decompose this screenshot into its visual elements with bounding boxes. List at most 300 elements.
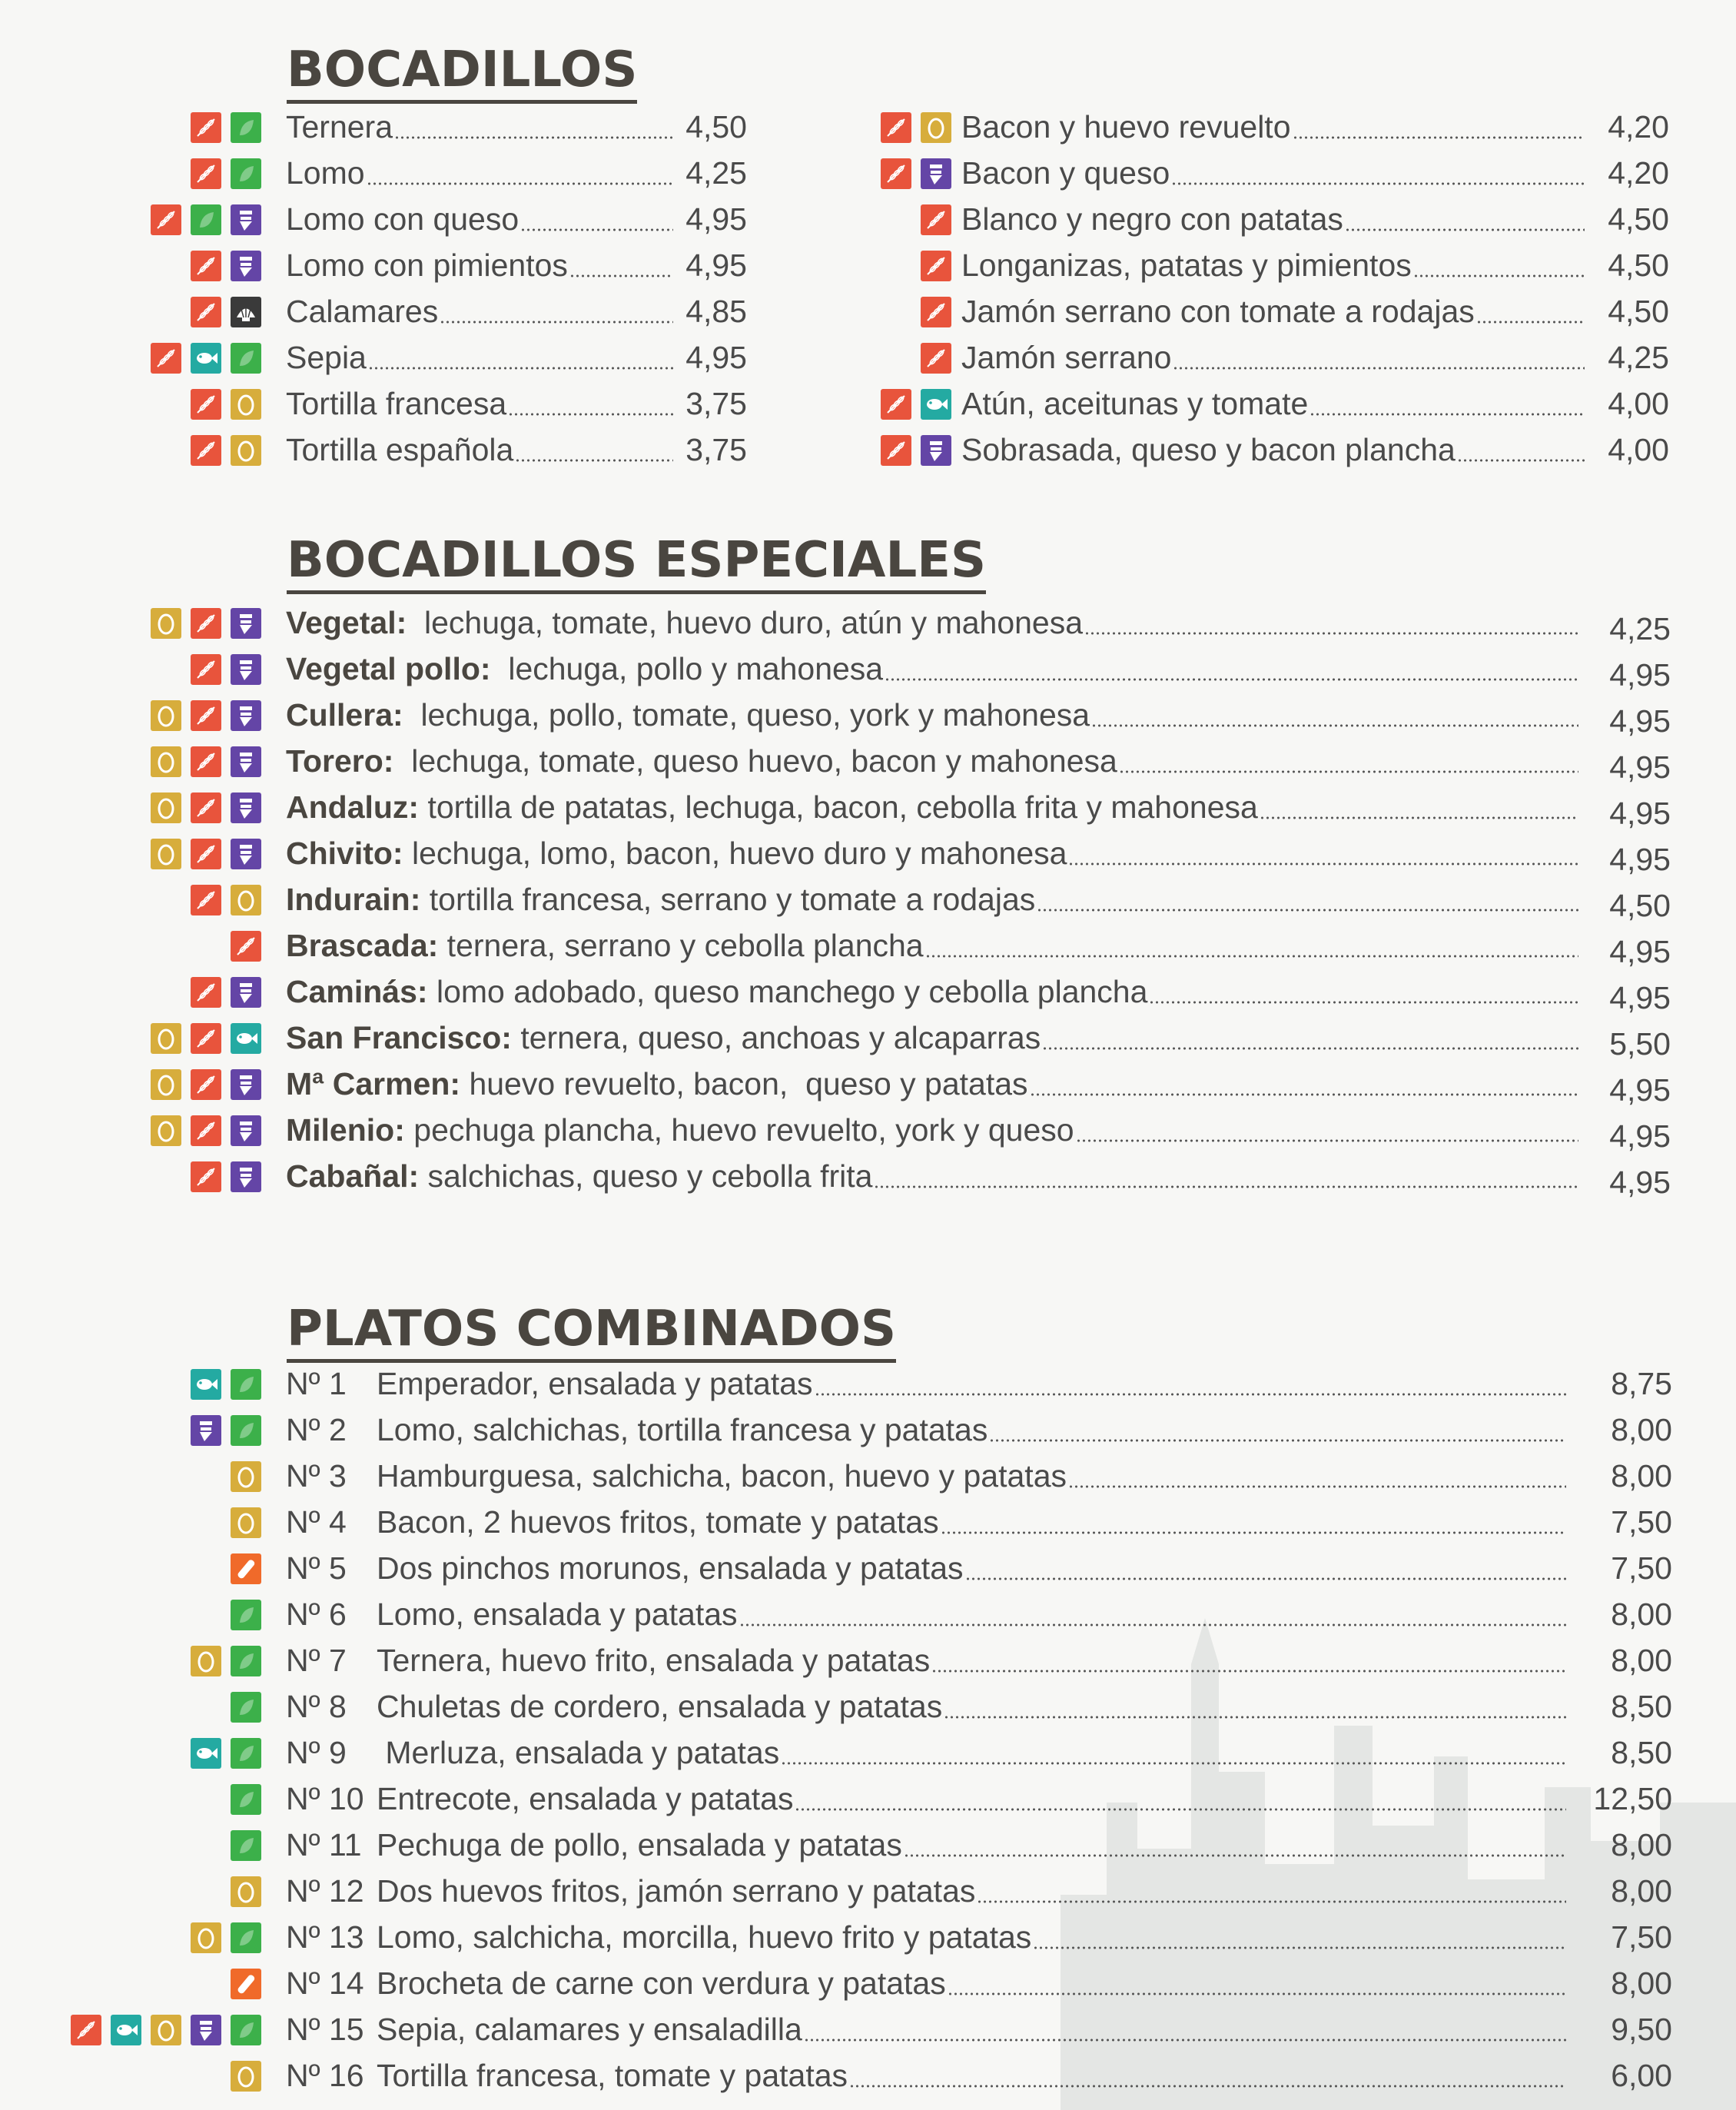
egg-icon <box>151 746 181 777</box>
item-name <box>286 1015 1041 1061</box>
wheat-icon <box>231 931 261 962</box>
item-line <box>286 1107 1582 1153</box>
plato-number: Nº 11 <box>286 1827 362 1862</box>
item-price: 8,00 <box>1611 1873 1672 1909</box>
allergen-icons <box>151 1115 261 1146</box>
item-line <box>286 1683 1569 1730</box>
item-name <box>286 830 1067 876</box>
item-title: Indurain: <box>286 882 421 917</box>
item-title: Torero: <box>286 743 394 779</box>
item-name: Bacon, 2 huevos fritos, tomate y patatas <box>377 1504 939 1540</box>
wheat-icon <box>191 700 221 731</box>
dot-leader <box>1037 908 1578 912</box>
item-name: Lomo, salchichas, tortilla francesa y patatas <box>377 1412 988 1447</box>
dot-leader <box>1171 181 1585 186</box>
allergen-icons <box>231 1692 261 1723</box>
item-line <box>286 1591 1569 1637</box>
item-price: 4,20 <box>1608 109 1669 145</box>
plato-item <box>0 2052 1736 2098</box>
menu-item <box>0 969 1736 1015</box>
allergen-icons <box>191 654 261 685</box>
milk-icon <box>191 1415 221 1446</box>
leaf-icon <box>231 1738 261 1769</box>
plato-item <box>0 2006 1736 2052</box>
dot-leader <box>1309 412 1585 417</box>
item-description: lomo adobado, queso manchego y cebolla plancha <box>427 974 1148 1009</box>
item-description: ternera, serrano y cebolla plancha <box>438 928 924 963</box>
plato-number: Nº 16 <box>286 2058 364 2093</box>
item-line <box>286 1868 1569 1914</box>
milk-icon <box>921 435 951 466</box>
item-name <box>286 1061 1028 1107</box>
item-name: Chuletas de cordero, ensalada y patatas <box>377 1689 943 1724</box>
plato-number: Nº 12 <box>286 1873 364 1909</box>
egg-icon <box>231 1507 261 1538</box>
section-title-especiales: BOCADILLOS ESPECIALES <box>287 530 986 594</box>
item-name: Pechuga de pollo, ensalada y patatas <box>377 1827 902 1862</box>
wheat-icon <box>881 435 911 466</box>
dot-leader <box>1068 1484 1566 1489</box>
allergen-icons <box>191 885 261 915</box>
egg-icon <box>151 2015 181 2045</box>
item-description: tortilla de patatas, lechuga, bacon, cebolla frita y mahonesa <box>419 789 1258 825</box>
plato-item <box>0 1545 1736 1591</box>
item-line <box>286 1730 1569 1776</box>
item-title: Mª Carmen: <box>286 1066 461 1102</box>
wheat-icon <box>191 608 221 639</box>
allergen-icons <box>231 1507 261 1538</box>
item-price: 8,75 <box>1611 1366 1672 1401</box>
plato-number: Nº 6 <box>286 1597 347 1632</box>
item-line <box>286 784 1582 830</box>
item-price: 4,95 <box>685 340 747 375</box>
dot-leader <box>1260 816 1578 820</box>
dot-leader <box>1030 1092 1578 1097</box>
item-title: Chivito: <box>286 836 403 871</box>
wheat-icon <box>191 1069 221 1100</box>
item-title: Caminás: <box>286 974 428 1009</box>
milk-icon <box>921 158 951 189</box>
item-price: 8,00 <box>1611 1965 1672 2001</box>
menu-item <box>0 1015 1736 1061</box>
item-name: Blanco y negro con patatas <box>961 201 1343 237</box>
plato-item <box>0 1822 1736 1868</box>
menu-item <box>0 1153 1736 1199</box>
item-title: Cabañal: <box>286 1158 420 1194</box>
milk-icon <box>231 700 261 731</box>
allergen-icons <box>151 1069 261 1100</box>
item-title: Cullera: <box>286 697 403 733</box>
egg-icon <box>151 1069 181 1100</box>
item-line <box>961 288 1588 334</box>
item-price: 4,95 <box>1609 1118 1671 1154</box>
item-name: Entrecote, ensalada y patatas <box>377 1781 794 1816</box>
wheat-icon <box>921 204 951 235</box>
dot-leader <box>1293 135 1585 140</box>
item-name: Tortilla francesa, tomate y patatas <box>377 2058 848 2093</box>
allergen-icons <box>151 839 261 869</box>
item-price: 4,95 <box>1609 1072 1671 1108</box>
item-name: Atún, aceitunas y tomate <box>961 386 1309 421</box>
item-line <box>286 2006 1569 2052</box>
dot-leader <box>948 1992 1566 1996</box>
milk-icon <box>231 746 261 777</box>
fish-icon <box>111 2015 141 2045</box>
item-price: 9,50 <box>1611 2012 1672 2047</box>
menu-item <box>0 738 1736 784</box>
allergen-icons <box>191 1646 261 1676</box>
item-price: 8,00 <box>1611 1827 1672 1862</box>
allergen-icons <box>881 435 951 466</box>
allergen-icons <box>231 1830 261 1861</box>
item-line <box>286 2052 1569 2098</box>
item-name: Sobrasada, queso y bacon plancha <box>961 432 1456 467</box>
plato-item <box>0 1591 1736 1637</box>
plato-number: Nº 9 <box>286 1735 347 1770</box>
leaf-icon <box>231 1600 261 1630</box>
plato-item <box>0 1730 1736 1776</box>
item-name <box>286 1153 872 1199</box>
dot-leader <box>804 2038 1566 2042</box>
plato-item <box>0 1407 1736 1453</box>
menu-item <box>0 288 1736 334</box>
dot-leader <box>874 1185 1578 1189</box>
milk-icon <box>191 2015 221 2045</box>
leaf-icon <box>231 1922 261 1953</box>
item-line <box>961 427 1588 473</box>
milk-icon <box>231 654 261 685</box>
dot-leader <box>1068 862 1578 866</box>
plato-number: Nº 10 <box>286 1781 364 1816</box>
plato-item <box>0 1868 1736 1914</box>
item-name: Dos pinchos morunos, ensalada y patatas <box>377 1550 964 1586</box>
allergen-icons <box>151 746 261 777</box>
item-line <box>286 1960 1569 2006</box>
item-name: Ternera, huevo frito, ensalada y patatas <box>377 1643 931 1678</box>
leaf-icon <box>231 1830 261 1861</box>
dot-leader <box>1033 1946 1566 1950</box>
item-line <box>286 969 1582 1015</box>
item-name <box>286 969 1147 1015</box>
item-name: Jamón serrano <box>961 340 1172 375</box>
plato-item <box>0 1914 1736 1960</box>
item-price: 4,95 <box>1609 703 1671 739</box>
item-name: Hamburguesa, salchicha, bacon, huevo y patatas <box>377 1458 1067 1494</box>
dot-leader <box>1091 723 1578 728</box>
mustard-icon <box>231 1969 261 1999</box>
item-price: 7,50 <box>1611 1919 1672 1955</box>
allergen-icons <box>881 389 951 420</box>
milk-icon <box>231 839 261 869</box>
item-name: Lomo, salchicha, morcilla, huevo frito y patatas <box>377 1919 1032 1955</box>
menu-item <box>0 600 1736 646</box>
dot-leader <box>965 1577 1566 1581</box>
item-name <box>286 738 1117 784</box>
allergen-icons <box>151 608 261 639</box>
plato-number: Nº 8 <box>286 1689 347 1724</box>
item-description: salchichas, queso y cebolla frita <box>419 1158 873 1194</box>
item-name: Bacon y huevo revuelto <box>961 109 1291 145</box>
item-price: 8,50 <box>1611 1689 1672 1724</box>
milk-icon <box>231 977 261 1008</box>
item-price: 7,50 <box>1611 1504 1672 1540</box>
plato-item <box>0 1960 1736 2006</box>
egg-icon <box>151 1023 181 1054</box>
dot-leader <box>941 1530 1566 1535</box>
item-line <box>286 1153 1582 1199</box>
leaf-icon <box>231 1784 261 1815</box>
item-line <box>961 334 1588 380</box>
item-line <box>961 196 1588 242</box>
egg-icon <box>151 839 181 869</box>
mustard-icon <box>231 1553 261 1584</box>
item-line <box>286 738 1582 784</box>
plato-item <box>0 1683 1736 1730</box>
wheat-icon <box>191 839 221 869</box>
allergen-icons <box>191 1922 261 1953</box>
dot-leader <box>925 954 1578 959</box>
wheat-icon <box>191 885 221 915</box>
allergen-icons <box>921 251 951 281</box>
wheat-icon <box>191 1115 221 1146</box>
plato-number: Nº 7 <box>286 1643 347 1678</box>
item-line <box>286 1361 1569 1407</box>
egg-icon <box>151 608 181 639</box>
dot-leader <box>885 677 1578 682</box>
dot-leader <box>1084 631 1578 636</box>
item-price: 4,95 <box>1609 980 1671 1015</box>
plato-number: Nº 13 <box>286 1919 364 1955</box>
item-description: tortilla francesa, serrano y tomate a rodajas <box>420 882 1036 917</box>
item-price: 12,50 <box>1593 1781 1672 1816</box>
egg-icon <box>151 700 181 731</box>
wheat-icon <box>921 251 951 281</box>
item-name <box>286 784 1258 830</box>
item-price: 4,00 <box>1608 386 1669 421</box>
item-line <box>286 692 1582 738</box>
allergen-icons <box>921 343 951 374</box>
item-name: Sepia <box>286 340 367 375</box>
plato-item <box>0 1499 1736 1545</box>
plato-item <box>0 1776 1736 1822</box>
wheat-icon <box>191 792 221 823</box>
dot-leader <box>944 1715 1566 1720</box>
menu-item <box>0 334 1736 380</box>
item-name: Jamón serrano con tomate a rodajas <box>961 294 1475 329</box>
dot-leader <box>849 2084 1566 2088</box>
wheat-icon <box>191 977 221 1008</box>
plato-item <box>0 1361 1736 1407</box>
item-title: Andaluz: <box>286 789 420 825</box>
item-name: Lomo con pimientos <box>286 248 568 283</box>
menu-item <box>0 876 1736 922</box>
allergen-icons <box>231 2061 261 2092</box>
item-name: Lomo, ensalada y patatas <box>377 1597 738 1632</box>
dot-leader <box>1173 366 1585 370</box>
fish-icon <box>191 1738 221 1769</box>
milk-icon <box>231 1161 261 1192</box>
milk-icon <box>231 608 261 639</box>
wheat-icon <box>191 746 221 777</box>
egg-icon <box>231 1461 261 1492</box>
item-price: 4,25 <box>1608 340 1669 375</box>
item-price: 4,50 <box>685 109 747 145</box>
allergen-icons <box>191 1738 261 1769</box>
item-price: 4,85 <box>685 294 747 329</box>
item-line <box>286 1407 1569 1453</box>
item-name <box>286 692 1090 738</box>
item-name: Brocheta de carne con verdura y patatas <box>377 1965 946 2001</box>
allergen-icons <box>231 1553 261 1584</box>
item-line <box>286 830 1582 876</box>
item-price: 4,50 <box>1608 248 1669 283</box>
milk-icon <box>231 1115 261 1146</box>
allergen-icons <box>921 204 951 235</box>
item-description: lechuga, pollo, tomate, queso, york y mahonesa <box>403 697 1090 733</box>
item-name: Dos huevos fritos, jamón serrano y patatas <box>377 1873 976 1909</box>
item-line <box>286 876 1582 922</box>
allergen-icons <box>231 931 261 962</box>
item-price: 8,00 <box>1611 1597 1672 1632</box>
egg-icon <box>151 792 181 823</box>
item-line <box>286 922 1582 969</box>
item-description: lechuga, tomate, huevo duro, atún y mahonesa <box>407 605 1084 640</box>
item-description: lechuga, lomo, bacon, huevo duro y mahonesa <box>403 836 1067 871</box>
dot-leader <box>1413 274 1585 278</box>
menu-item <box>0 784 1736 830</box>
item-line <box>286 1061 1582 1107</box>
section-title-platos: PLATOS COMBINADOS <box>287 1299 896 1363</box>
egg-icon <box>231 1876 261 1907</box>
item-title: Brascada: <box>286 928 439 963</box>
allergen-icons <box>191 1415 261 1446</box>
wheat-icon <box>921 343 951 374</box>
item-price: 4,50 <box>1609 888 1671 923</box>
milk-icon <box>231 792 261 823</box>
item-title: Vegetal: <box>286 605 407 640</box>
dot-leader <box>815 1392 1566 1397</box>
item-price: 4,25 <box>685 155 747 191</box>
dot-leader <box>931 1669 1566 1673</box>
wheat-icon <box>191 1161 221 1192</box>
item-name <box>286 600 1083 646</box>
wheat-icon <box>921 297 951 327</box>
dot-leader <box>977 1899 1566 1904</box>
egg-icon <box>921 112 951 143</box>
item-price: 4,00 <box>1608 432 1669 467</box>
item-description: huevo revuelto, bacon, queso y patatas <box>460 1066 1028 1102</box>
item-price: 4,95 <box>1609 657 1671 693</box>
item-name: Longanizas, patatas y pimientos <box>961 248 1412 283</box>
item-price: 8,00 <box>1611 1458 1672 1494</box>
plato-item <box>0 1453 1736 1499</box>
wheat-icon <box>71 2015 101 2045</box>
leaf-icon <box>231 2015 261 2045</box>
menu-item <box>0 150 1736 196</box>
wheat-icon <box>191 654 221 685</box>
menu-item <box>0 1107 1736 1153</box>
item-price: 4,95 <box>1609 934 1671 969</box>
item-name: Tortilla española <box>286 432 514 467</box>
dot-leader <box>1042 1046 1578 1051</box>
item-price: 4,50 <box>1608 294 1669 329</box>
item-line <box>286 1822 1569 1868</box>
item-price: 4,95 <box>685 248 747 283</box>
item-name <box>286 646 883 692</box>
item-description: lechuga, pollo y mahonesa <box>490 651 884 686</box>
wheat-icon <box>881 389 911 420</box>
item-line <box>961 380 1588 427</box>
item-line <box>286 1545 1569 1591</box>
item-line <box>286 1914 1569 1960</box>
allergen-icons <box>921 297 951 327</box>
dot-leader <box>739 1623 1566 1627</box>
item-name <box>286 1107 1074 1153</box>
egg-icon <box>231 885 261 915</box>
menu-item <box>0 692 1736 738</box>
menu-item <box>0 427 1736 473</box>
dot-leader <box>904 1853 1566 1858</box>
plato-number: Nº 1 <box>286 1366 347 1401</box>
milk-icon <box>231 1069 261 1100</box>
item-price: 7,50 <box>1611 1550 1672 1586</box>
egg-icon <box>231 2061 261 2092</box>
leaf-icon <box>231 1369 261 1400</box>
item-line <box>286 1453 1569 1499</box>
item-price: 4,95 <box>1609 796 1671 831</box>
item-line <box>286 1637 1569 1683</box>
item-price: 3,75 <box>685 432 747 467</box>
plato-number: Nº 4 <box>286 1504 347 1540</box>
item-price: 4,50 <box>1608 201 1669 237</box>
item-line <box>286 1776 1569 1822</box>
item-line <box>286 1499 1569 1545</box>
item-price: 3,75 <box>685 386 747 421</box>
dot-leader <box>1119 769 1578 774</box>
allergen-icons <box>191 1369 261 1400</box>
allergen-icons <box>191 1161 261 1192</box>
egg-icon <box>191 1922 221 1953</box>
item-title: Vegetal pollo: <box>286 651 491 686</box>
menu-item <box>0 196 1736 242</box>
allergen-icons <box>71 2015 261 2045</box>
item-name: Lomo <box>286 155 365 191</box>
allergen-icons <box>151 700 261 731</box>
item-name <box>286 876 1035 922</box>
fish-icon <box>921 389 951 420</box>
allergen-icons <box>151 1023 261 1054</box>
item-name: Merluza, ensalada y patatas <box>377 1735 780 1770</box>
item-price: 8,50 <box>1611 1735 1672 1770</box>
plato-number: Nº 15 <box>286 2012 364 2047</box>
item-line <box>961 242 1588 288</box>
plato-number: Nº 3 <box>286 1458 347 1494</box>
plato-number: Nº 5 <box>286 1550 347 1586</box>
allergen-icons <box>231 1600 261 1630</box>
item-name: Lomo con queso <box>286 201 519 237</box>
leaf-icon <box>231 1646 261 1676</box>
allergen-icons <box>151 792 261 823</box>
dot-leader <box>1345 228 1585 232</box>
wheat-icon <box>881 158 911 189</box>
item-price: 4,95 <box>1609 842 1671 877</box>
wheat-icon <box>191 1023 221 1054</box>
item-line <box>961 150 1588 196</box>
dot-leader <box>795 1807 1566 1812</box>
plato-number: Nº 2 <box>286 1412 347 1447</box>
item-name <box>286 922 924 969</box>
item-name: Calamares <box>286 294 439 329</box>
